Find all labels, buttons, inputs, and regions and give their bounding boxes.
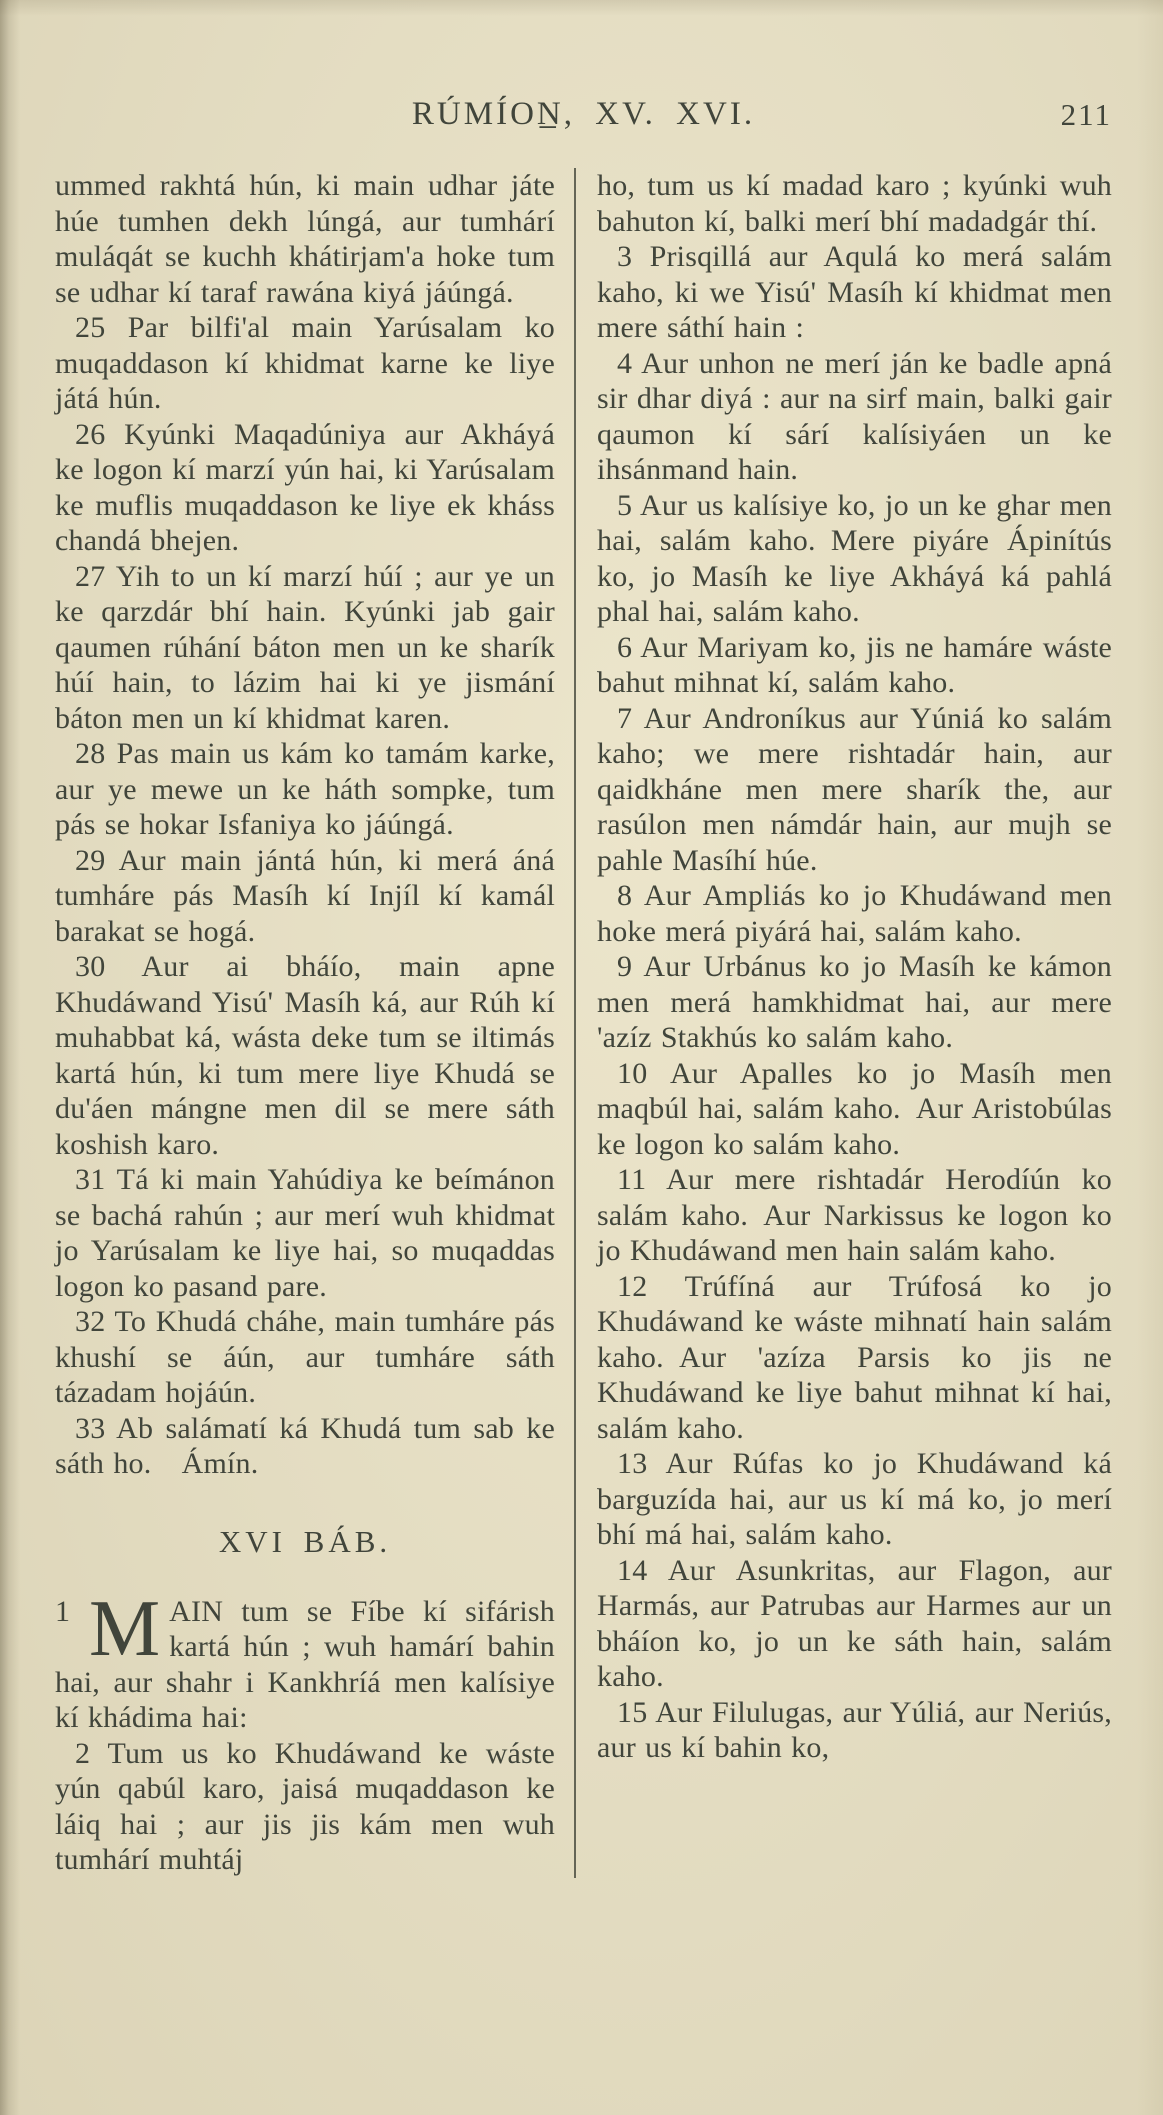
verse-paragraph: 31 Tá ki main Yahúdiya ke beímánon se bachá rahún ; aur merí wuh khidmat jo Yarúsalam ke liye hai, so muqaddas logon ko pasand pare. bbox=[55, 1163, 555, 1303]
verse-paragraph: 4 Aur unhon ne merí ján ke badle apná sir dhar diyá : aur na sirf main, balki gair qaumon kí sárí kalísiyáen un ke ihsánmand hain. bbox=[597, 346, 1112, 486]
verse-paragraph: 11 Aur mere rishtadár Herodíún ko salám kaho. Aur Narkissus ke logon ko jo Khudáwand men hain salám kaho. bbox=[597, 1163, 1112, 1267]
verse-paragraph: 33 Ab salámatí ká Khudá tum sab ke sáth ho. Ámín. bbox=[55, 1411, 555, 1480]
text-columns bbox=[55, 168, 1112, 1878]
chapter-heading: XVI BÁB. bbox=[218, 1523, 392, 1559]
verse-paragraph: 9 Aur Urbánus ko jo Masíh ke kámon men merá hamkhidmat hai, aur mere 'azíz Stakhús ko salám kaho. bbox=[597, 950, 1112, 1054]
verse-paragraph: 32 To Khudá cháhe, main tumháre pás khushí se áún, aur tumháre sáth tázadam hojáún. bbox=[55, 1305, 555, 1409]
running-head bbox=[55, 96, 1112, 148]
continuation-paragraph: ummed rakhtá hún, ki main udhar játe húe tumhen dekh lúngá, aur tumhárí muláqát se kuchh khátirjam'a hoke tum se udhar kí taraf rawána kiyá jáúngá. bbox=[55, 169, 555, 309]
verse-number: 25 bbox=[75, 311, 106, 344]
verse-paragraph: 2 Tum us ko Khudáwand ke wáste yún qabúl karo, jaisá muqaddason ke láiq hai ; aur jis jis kám men wuh tumhárí muhtáj bbox=[55, 1736, 555, 1876]
verse-paragraph: 25 Par bilfi'al main Yarúsalam ko muqaddason kí khidmat karne ke liye játá hún. bbox=[55, 311, 555, 415]
verse-paragraph: 3 Prisqillá aur Aqulá ko merá salám kaho, ki we Yisú' Masíh kí khidmat men mere sáthí hain : bbox=[597, 240, 1112, 344]
verse-number: 15 bbox=[617, 1695, 648, 1729]
verse-number: 12 bbox=[617, 1269, 648, 1303]
verse-paragraph: 8 Aur Ampliás ko jo Khudáwand men hoke merá piyárá hai, salám kaho. bbox=[597, 879, 1112, 948]
verse-number: 32 bbox=[75, 1305, 106, 1338]
drop-cap: M bbox=[89, 1584, 160, 1673]
verse-paragraph: 15 Aur Filulugas, aur Yúliá, aur Neriús, aur us kí bahin ko, bbox=[597, 1695, 1112, 1764]
verse-number: 11 bbox=[617, 1163, 647, 1196]
verse-number: 14 bbox=[617, 1553, 648, 1587]
verse-number: 10 bbox=[617, 1056, 648, 1090]
verse-number: 7 bbox=[617, 701, 633, 735]
verse-paragraph: 10 Aur Apalles ko jo Masíh men maqbúl hai, salám kaho. Aur Aristobúlas ke logon ko salám kaho. bbox=[597, 1056, 1112, 1161]
running-title: RÚMÍON̲, XV. XVI. bbox=[411, 96, 756, 132]
verse-paragraph: 14 Aur Asunkritas, aur Flagon, aur Harmás, aur Patrubas aur Harmes aur un bháíon ko, jo un ke sáth hain, salám kaho. bbox=[597, 1553, 1112, 1693]
verse-number: 29 bbox=[75, 843, 106, 877]
verse-number: 9 bbox=[617, 950, 633, 983]
verse-number: 31 bbox=[75, 1163, 106, 1196]
continuation-paragraph: ho, tum us kí madad karo ; kyúnki wuh bahuton kí, balki merí bhí madadgár thí. bbox=[597, 169, 1112, 238]
right-column bbox=[574, 168, 1112, 1878]
verse-paragraph: 5 Aur us kalísiye ko, jo un ke ghar men hai, salám kaho. Mere piyáre Ápinítús ko, jo Masíh ke liye Akháyá ká pahlá phal hai, salám kaho. bbox=[597, 488, 1112, 628]
verse-number: 6 bbox=[617, 630, 633, 664]
verse-paragraph: 29 Aur main jántá hún, ki merá áná tumháre pás Masíh kí Injíl kí kamál barakat se hogá. bbox=[55, 843, 555, 948]
verse-number: 2 bbox=[75, 1736, 91, 1770]
verse-paragraph: 6 Aur Mariyam ko, jis ne hamáre wáste bahut mihnat kí, salám kaho. bbox=[597, 630, 1112, 699]
verse-number: 30 bbox=[75, 950, 106, 983]
verse-number: 1 bbox=[55, 1594, 71, 1628]
verse-paragraph: 13 Aur Rúfas ko jo Khudáwand ká barguzída hai, aur us kí má ko, jo merí bhí má hai, salám kaho. bbox=[597, 1447, 1112, 1551]
verse-number: 28 bbox=[75, 737, 106, 770]
verse-paragraph: 27 Yih to un kí marzí húí ; aur ye un ke qarzdár bhí hain. Kyúnki jab gair qaumen rúhání báton men un ke sharík húí hain, to lázim hai ki ye jismání báton men un kí khidmat karen. bbox=[55, 559, 555, 735]
verse-number: 8 bbox=[617, 879, 633, 912]
verse-paragraph: 26 Kyúnki Maqadúniya aur Akháyá ke logon kí marzí yún hai, ki Yarúsalam ke muflis muqaddason ke liye ek kháss chandá bhejen. bbox=[55, 417, 555, 557]
verse-number: 27 bbox=[75, 559, 106, 593]
verse-number: 3 bbox=[617, 240, 633, 273]
verse-paragraph: 12 Trúfíná aur Trúfosá ko jo Khudáwand ke wáste mihnatí hain salám kaho. Aur 'azíza Parsis ko jis ne Khudáwand ke liye bahut mihnat kí hai, salám kaho. bbox=[597, 1269, 1112, 1445]
verse-number: 26 bbox=[75, 417, 106, 451]
verse-number: 13 bbox=[617, 1447, 648, 1480]
verse-paragraph: 30 Aur ai bháío, main apne Khudáwand Yisú' Masíh ká, aur Rúh kí muhabbat ká, wásta deke tum se iltimás kartá hún, ki tum mere liye Khudá se du'áen mángne men dil se mere sáth koshish karo. bbox=[55, 950, 555, 1161]
verse-paragraph: 28 Pas main us kám ko tamám karke, aur ye mewe un ke háth sompke, tum pás se hokar Isfaniya ko jáúngá. bbox=[55, 737, 555, 841]
verse-number: 4 bbox=[617, 346, 633, 380]
verse-paragraph: 7 Aur Androníkus aur Yúniá ko salám kaho; we mere rishtadár hain, aur qaidkháne men mere sharík the, aur rasúlon men námdár hain, aur mujh se pahle Masíhí húe. bbox=[597, 701, 1112, 877]
left-column bbox=[55, 168, 555, 1878]
verse-number: 33 bbox=[75, 1411, 106, 1445]
verse-paragraph: 1 M AIN tum se Fíbe kí sifárish kartá hún ; wuh hamárí bahin hai, aur shahr i Kankhríá men kalísiye kí khádima hai: bbox=[55, 1584, 555, 1734]
verse-number: 5 bbox=[617, 488, 633, 522]
page-number: 211 bbox=[1060, 97, 1112, 132]
